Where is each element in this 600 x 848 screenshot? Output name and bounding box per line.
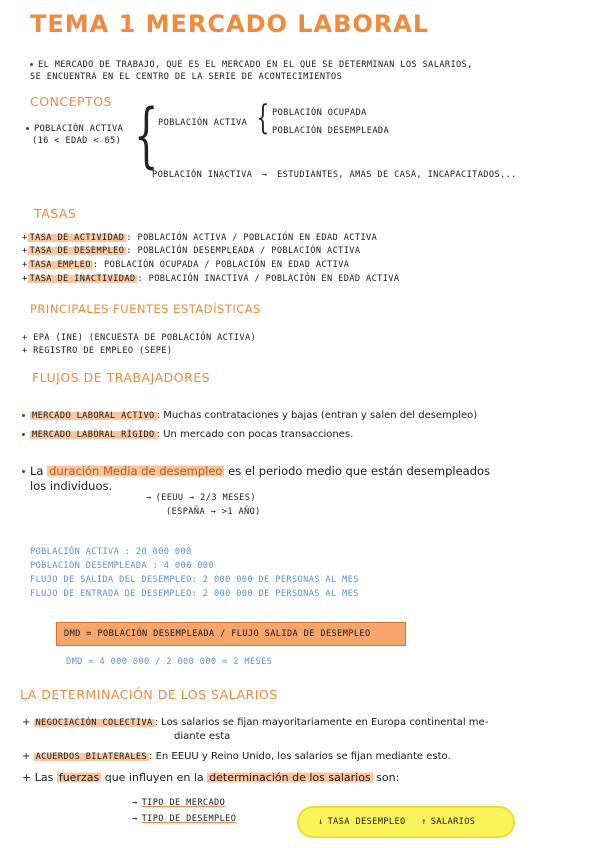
arrow-right-icon: →: [261, 170, 268, 180]
dato-flujo-salida: FLUJO DE SALIDA DEL DESEMPLEO: 2 000 000 DE PERSONAS AL MES: [30, 575, 359, 585]
section-heading-tasas: TASAS: [34, 206, 77, 221]
section-heading-salarios: LA DETERMINACIÓN DE LOS SALARIOS: [20, 687, 278, 702]
tasa-desempleo: + TASA DE DESEMPLEO : POBLACIÓN DESEMPLEADA / POBLACIÓN ACTIVA: [22, 246, 361, 256]
tasa-inactividad: + TASA DE INACTIVIDAD : POBLACIÓN INACTIVA / POBLACIÓN EN EDAD ACTIVA: [22, 274, 400, 284]
duracion-line-2: los individuos.: [30, 479, 113, 493]
bullet-icon: [30, 63, 33, 66]
mercado-rigido: MERCADO LABORAL RÍGIDO : Un mercado con pocas transacciones.: [22, 429, 353, 440]
mercado-activo: MERCADO LABORAL ACTIVO : Muchas contrataciones y bajas (entran y salen del desempleo): [22, 410, 477, 421]
negociacion-line-2: diante esta: [174, 731, 231, 742]
bullet-icon: [22, 433, 25, 436]
arrow-right-icon: →: [146, 493, 152, 503]
formula-text: DMD = POBLACIÓN DESEMPLEADA / FLUJO SALIDA DE DESEMPLEO: [64, 629, 371, 639]
poblacion-activa-node: POBLACIÓN ACTIVA: [158, 118, 248, 128]
duracion-line-1: La duración Media de desempleo es el periodo medio que están desempleados: [22, 464, 490, 478]
dato-flujo-entrada: FLUJO DE ENTRADA DE DESEMPLEO: 2 000 000 DE PERSONAS AL MES: [30, 589, 359, 599]
fuente-sepe: + REGISTRO DE EMPLEO (SEPE): [22, 346, 173, 356]
tipo-mercado: → TIPO DE MERCADO: [132, 798, 226, 808]
small-brace-icon: {: [256, 98, 270, 138]
intro-line-1: EL MERCADO DE TRABAJO, QUE ES EL MERCADO EN EL QUE SE DETERMINAN LOS SALARIOS,: [30, 60, 473, 70]
bullet-icon: [22, 414, 25, 417]
activa-label: POBLACIÓN ACTIVA: [26, 124, 123, 134]
duracion-espana: (ESPAÑA → >1 AÑO): [166, 507, 261, 517]
desempleada-node: POBLACIÓN DESEMPLEADA: [272, 126, 390, 136]
arrow-right-icon: →: [132, 814, 138, 824]
section-heading-conceptos: CONCEPTOS: [30, 94, 112, 109]
tasa-empleo: + TASA EMPLEO : POBLACIÓN OCUPADA / POBLACIÓN EN EDAD ACTIVA: [22, 260, 350, 270]
intro-line-2: SE ENCUENTRA EN EL CENTRO DE LA SERIE DE ACONTECIMIENTOS: [30, 72, 343, 82]
fuerzas-line: + Las fuerzas que influyen en la determinación de los salarios son:: [22, 771, 400, 784]
duracion-eeuu: → (EEUU → 2/3 MESES): [146, 493, 256, 503]
fuente-epa: + EPA (INE) (ENCUESTA DE POBLACIÓN ACTIVA): [22, 333, 257, 343]
dato-activa: POBLACIÓN ACTIVA : 20 000 000: [30, 547, 192, 557]
dato-desempleada: POBLACIÓN DESEMPLEADA : 4 000 000: [30, 561, 214, 571]
inactiva-row: POBLACIÓN INACTIVA → ESTUDIANTES, AMAS DE CASA, INCAPACITADOS...: [152, 170, 517, 180]
pill-content: ↓ TASA DESEMPLEO ↑ SALARIOS: [318, 817, 476, 827]
ocupada-node: POBLACIÓN OCUPADA: [272, 108, 367, 118]
big-brace-icon: {: [134, 94, 159, 176]
bullet-icon: [26, 127, 29, 130]
tasa-actividad: + TASA DE ACTIVIDAD : POBLACIÓN ACTIVA / POBLACIÓN EN EDAD ACTIVA: [22, 233, 378, 243]
activa-range: (16 < EDAD < 65): [32, 136, 122, 146]
acuerdos-bilaterales: + ACUERDOS BILATERALES : En EEUU y Reino Unido, los salarios se fijan mediante esto.: [22, 751, 451, 762]
section-heading-flujos: FLUJOS DE TRABAJADORES: [32, 370, 211, 385]
bullet-icon: [22, 470, 25, 473]
calculo-text: DMD = 4 000 000 / 2 000 000 = 2 MESES: [66, 657, 273, 667]
negociacion-colectiva: + NEGOCIACIÓN COLECTIVA : Los salarios se fijan mayoritariamente en Europa continental me-: [22, 717, 489, 728]
arrow-down-icon: ↓: [318, 817, 324, 827]
arrow-right-icon: →: [132, 798, 138, 808]
tipo-desempleo: → TIPO DE DESEMPLEO: [132, 814, 237, 824]
section-heading-fuentes: PRINCIPALES FUENTES ESTADÍSTICAS: [30, 302, 261, 316]
page-title: TEMA 1 MERCADO LABORAL: [30, 10, 430, 38]
arrow-up-icon: ↑: [421, 817, 427, 827]
